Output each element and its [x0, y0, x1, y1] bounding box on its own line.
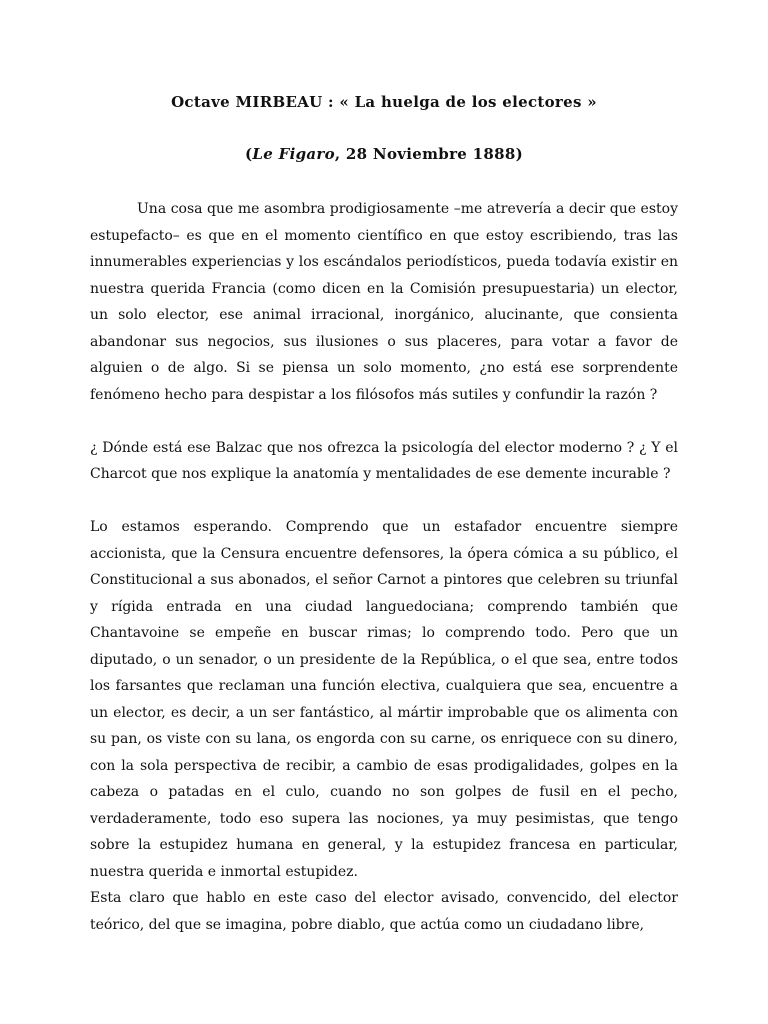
subtitle-open-paren: ( [245, 145, 253, 163]
paragraph-3: Lo estamos esperando. Comprendo que un estafador encuentre siempre accionista, que la Censura encuentre defensores, la ópera cómica a su público, el Constitucional a sus abonados, el señor Carnot a pintores que celebren su triunfal y rígida entrada en una ciudad languedociana; comprendo también que Chantavoine se empeñe en buscar rimas; lo comprendo todo. Pero que un diputado, o un senador, o un presidente de la República, o el que sea, entre todos los farsantes que reclaman una función electiva, cualquiera que sea, encuentre a un elector, es decir, a un ser fantástico, al mártir improbable que os alimenta con su pan, os viste con su lana, os engorda con su carne, os enriquece con su dinero, con la sola perspectiva de recibir, a cambio de esas prodigalidades, golpes en la cabeza o patadas en el culo, cuando no son golpes de fusil en el pecho, verdaderamente, todo eso supera las nociones, ya muy pesimistas, que tengo sobre la estupidez humana en general, y la estupidez francesa en particular, nuestra querida e inmortal estupidez. [90, 519, 678, 880]
publication-date: , 28 Noviembre 1888) [334, 145, 523, 163]
paragraph-1: Una cosa que me asombra prodigiosamente –me atrevería a decir que estoy estupefacto– es que en el momento científico en que estoy escribiendo, tras las innumerables experiencias y los escándalos periodísticos, pueda todavía existir en nuestra querida Francia (como dicen en la Comisión presupuestaria) un elector, un solo elector, ese animal irracional, inorgánico, alucinante, que consienta abandonar sus negocios, sus ilusiones o sus placeres, para votar a favor de alguien o de algo. Si se piensa un solo momento, ¿no está ese sorprendente fenómeno hecho para despistar a los filósofos más sutiles y confundir la razón ? [90, 201, 678, 403]
document-subtitle [90, 144, 678, 164]
newspaper-name: Le Figaro [252, 145, 335, 163]
document-body [90, 196, 678, 938]
document-page [90, 0, 678, 1024]
document-title: Octave MIRBEAU : « La huelga de los electores » [171, 93, 597, 111]
paragraph-4: Esta claro que hablo en este caso del elector avisado, convencido, del elector teórico, del que se imagina, pobre diablo, que actúa como un ciudadano libre, [90, 890, 678, 933]
paragraph-2: ¿ Dónde está ese Balzac que nos ofrezca la psicología del elector moderno ? ¿ Y el Charcot que nos explique la anatomía y mentalidades de ese demente incurable ? [90, 439, 678, 482]
